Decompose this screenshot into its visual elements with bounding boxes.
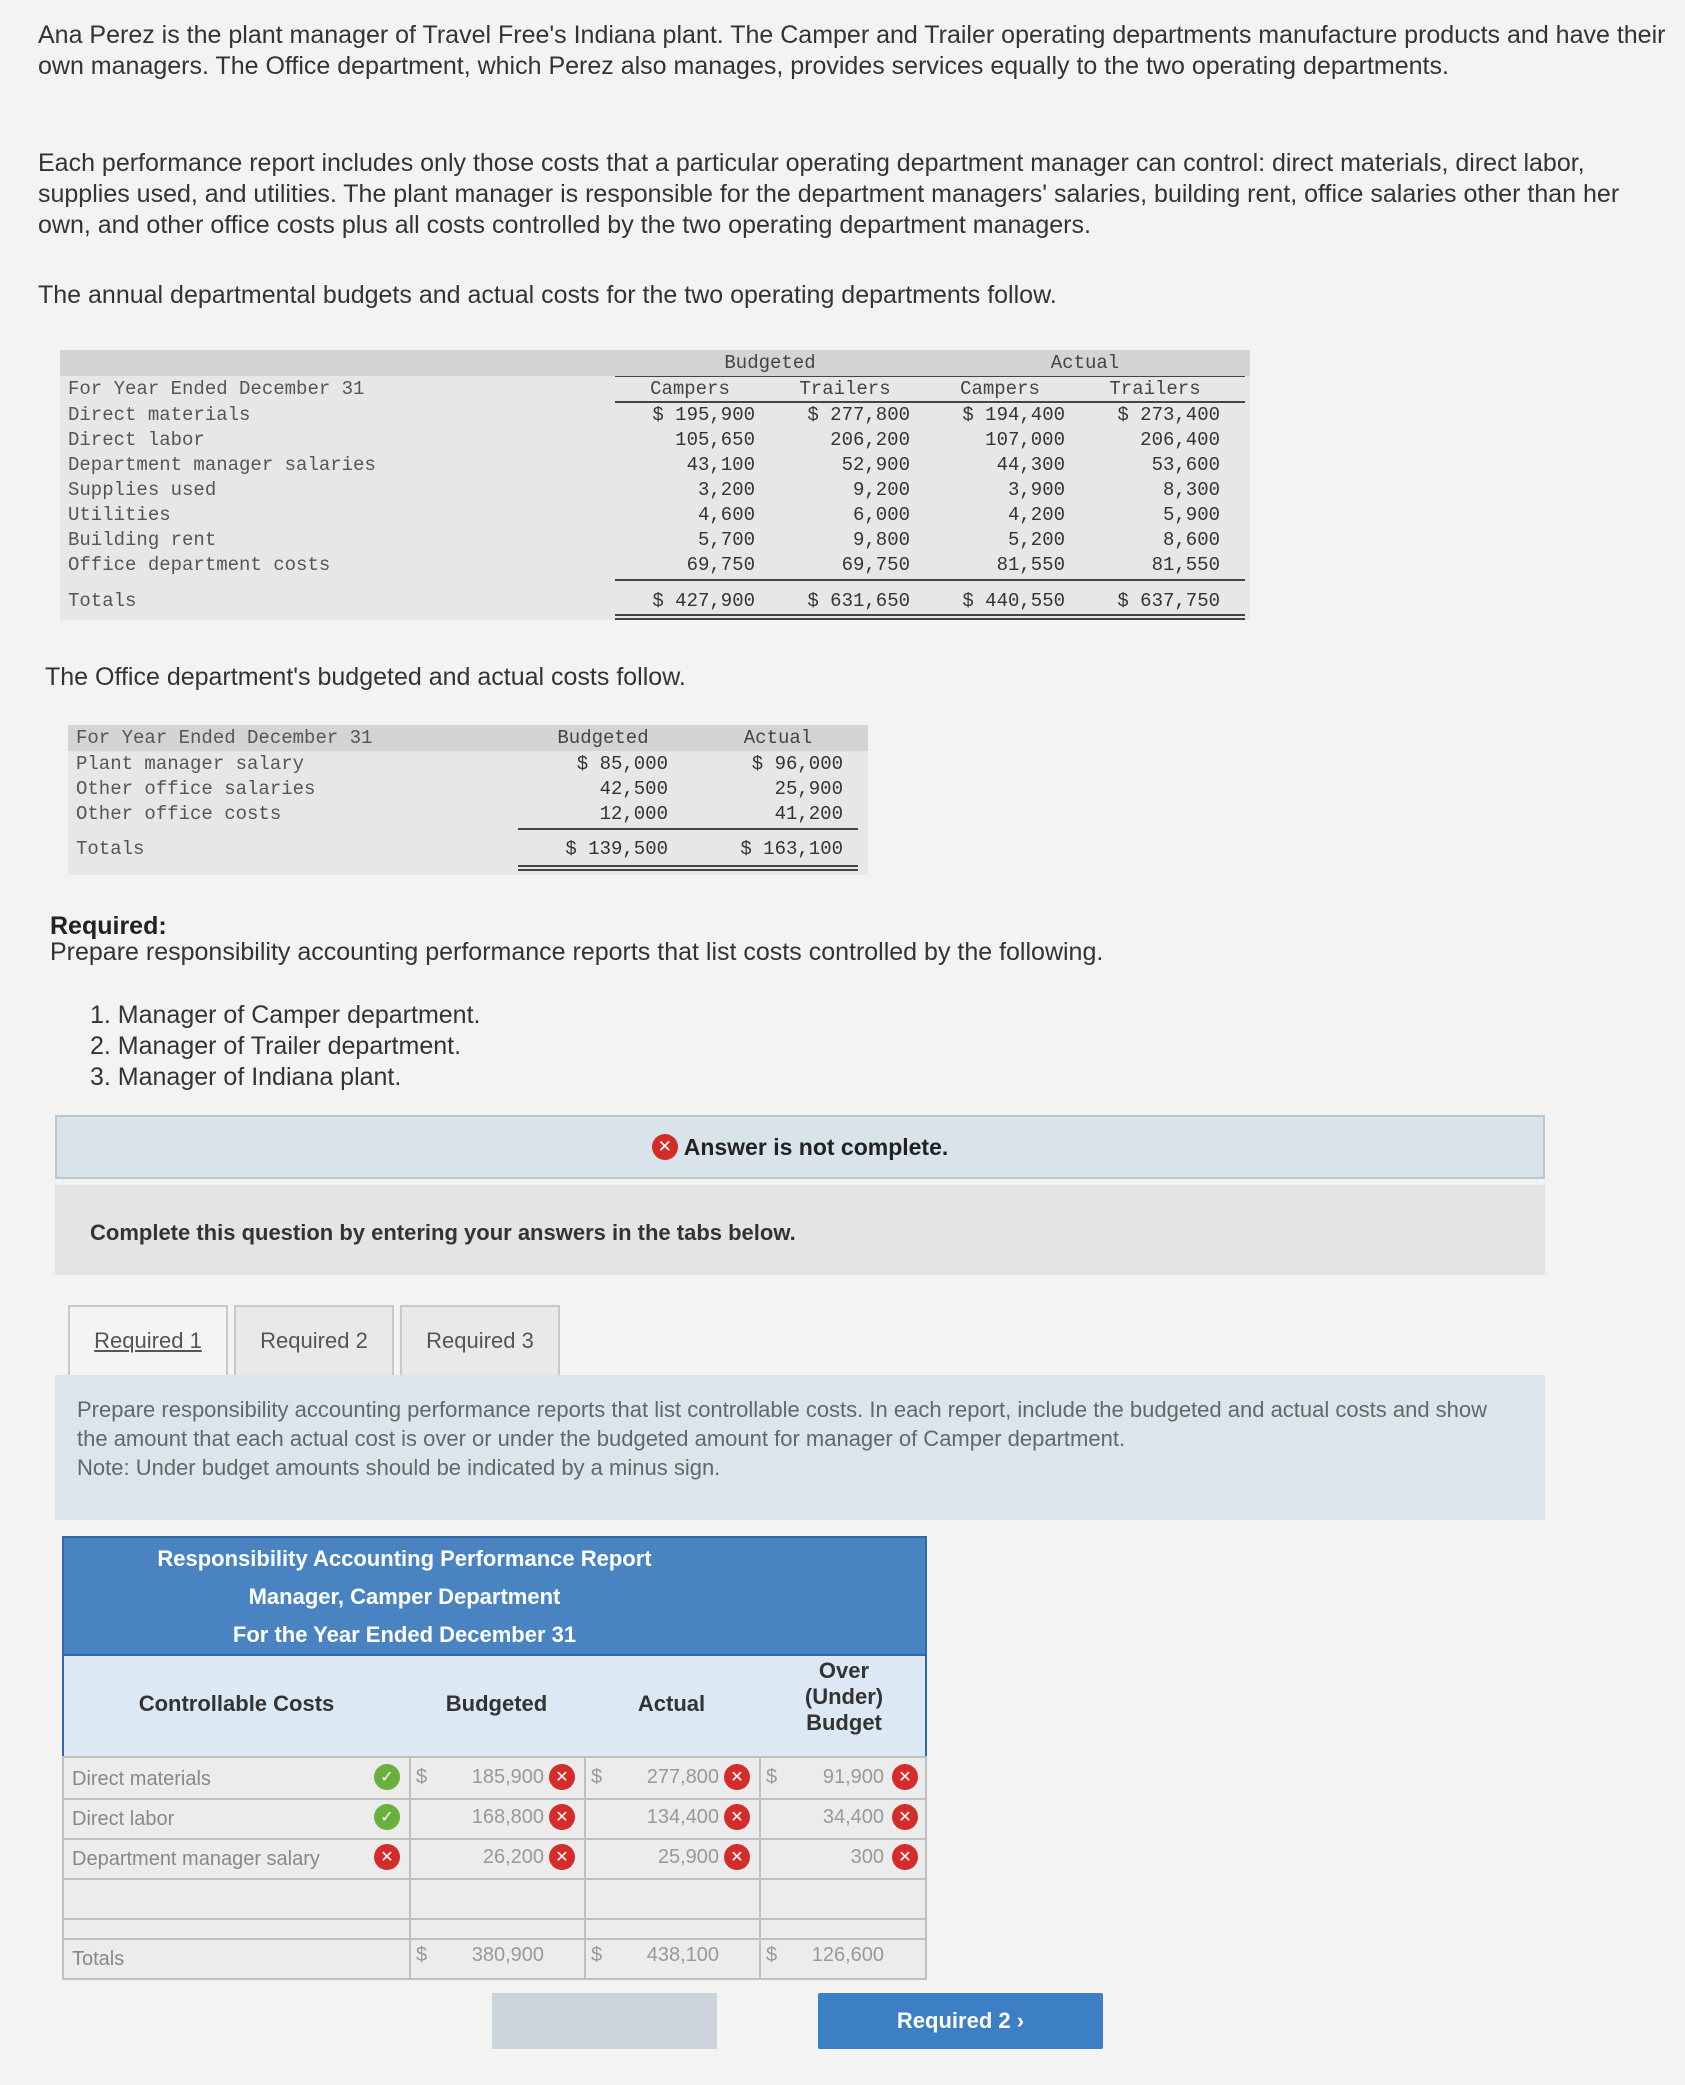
total-cell: $ 427,900 <box>652 590 755 612</box>
row-label: Supplies used <box>68 479 217 501</box>
total-cell: $ 637,750 <box>1117 590 1220 612</box>
office-intro: The Office department's budgeted and actual costs follow. <box>45 663 686 691</box>
row-label: Plant manager salary <box>76 753 305 775</box>
list-item: 3. Manager of Indiana plant. <box>90 1063 402 1091</box>
row-label: Other office salaries <box>76 778 316 800</box>
total-cell: $ 440,550 <box>962 590 1065 612</box>
row-label: Utilities <box>68 504 171 526</box>
cell: 53,600 <box>1151 454 1220 476</box>
row-label: Office department costs <box>68 554 331 576</box>
error-icon: ✕ <box>892 1764 918 1790</box>
col-budgeted: Budgeted <box>557 727 649 749</box>
intro-paragraph-1: Ana Perez is the plant manager of Travel Free's Indiana plant. The Camper and Trailer operating departments manufacture products and have their own managers. The Office department, which Perez also manages, provides services equally to the two operating departments. <box>38 21 1666 80</box>
budgeted-input[interactable]: 168,800 <box>471 1806 544 1828</box>
col-actual: Actual <box>743 727 813 749</box>
list-item: 1. Manager of Camper department. <box>90 1001 481 1029</box>
error-icon: ✕ <box>892 1844 918 1870</box>
budgeted-input[interactable]: 26,200 <box>482 1846 544 1868</box>
error-icon: ✕ <box>549 1844 575 1870</box>
previous-button[interactable] <box>492 1993 717 2049</box>
error-icon: ✕ <box>724 1804 750 1830</box>
row-label: Direct materials <box>68 404 251 426</box>
intro-paragraph-3: The annual departmental budgets and actual costs for the two operating departments follow. <box>38 281 1057 309</box>
header-actual: Actual <box>637 1691 706 1716</box>
error-icon: ✕ <box>374 1844 400 1870</box>
cell: 6,000 <box>852 504 910 526</box>
row-label: Department manager salaries <box>68 454 376 476</box>
cell: 105,650 <box>675 429 755 451</box>
next-required-2-button[interactable]: Required 2 › <box>818 1993 1103 2049</box>
actual-group-header: Actual <box>1050 352 1120 374</box>
department-budget-table <box>60 350 1250 620</box>
currency-symbol: $ <box>766 1944 778 1966</box>
row-label: Other office costs <box>76 803 282 825</box>
cell: 12,000 <box>599 803 668 825</box>
cell: 4,600 <box>697 504 755 526</box>
header-budgeted: Budgeted <box>445 1691 548 1716</box>
report-subtitle: Manager, Camper Department <box>248 1584 561 1609</box>
cell: 9,200 <box>852 479 910 501</box>
cell: 8,300 <box>1162 479 1220 501</box>
cell: 43,100 <box>686 454 755 476</box>
col-campers-budgeted: Campers <box>650 378 730 400</box>
cell: $ 195,900 <box>652 404 755 426</box>
required-list <box>90 1000 480 1093</box>
instruction-text: Prepare responsibility accounting performance reports that list controllable costs. In each report, include the budgeted and actual costs and show the amount that each actual cost is over or under the budgeted amount for manager of Camper department. <box>77 1397 1488 1451</box>
col-campers-actual: Campers <box>960 378 1040 400</box>
office-budget-table <box>68 725 868 875</box>
total-cell: $ 139,500 <box>565 838 668 860</box>
instructions-panel <box>55 1185 1545 1275</box>
header-controllable-costs: Controllable Costs <box>138 1691 335 1716</box>
cell: 3,900 <box>1007 479 1065 501</box>
intro-paragraph-2: Each performance report includes only those costs that a particular operating department manager can control: direct materials, direct labor, supplies used, and utilities. The plant manager is responsible for the department managers' salaries, building rent, office salaries other than her own, and other office costs plus all costs controlled by the two operating department managers. <box>38 149 1620 239</box>
cell: $ 273,400 <box>1117 404 1220 426</box>
report-header-row <box>62 1656 927 1756</box>
cell: $ 194,400 <box>962 404 1065 426</box>
error-icon: ✕ <box>652 1134 678 1160</box>
cell: 206,400 <box>1140 429 1220 451</box>
period-label: For Year Ended December 31 <box>68 378 365 400</box>
report-period: For the Year Ended December 31 <box>232 1622 577 1647</box>
total-cell: $ 163,100 <box>740 838 843 860</box>
cell: 5,700 <box>697 529 755 551</box>
cell: 25,900 <box>774 778 843 800</box>
currency-symbol: $ <box>416 1766 428 1788</box>
list-item: 2. Manager of Trailer department. <box>90 1032 462 1060</box>
cell: 69,750 <box>841 554 910 576</box>
performance-report <box>62 1536 927 1980</box>
complete-instruction: Complete this question by entering your answers in the tabs below. <box>90 1220 796 1245</box>
instruction-note: Note: Under budget amounts should be indicated by a minus sign. <box>77 1455 721 1480</box>
actual-input[interactable]: 134,400 <box>646 1806 719 1828</box>
totals-label: Totals <box>72 1948 125 1970</box>
currency-symbol: $ <box>591 1766 603 1788</box>
cell: $ 277,800 <box>807 404 910 426</box>
cell: 9,800 <box>852 529 910 551</box>
row-label: Direct labor <box>68 429 205 451</box>
error-icon: ✕ <box>724 1844 750 1870</box>
row-label-direct-labor: Direct labor <box>72 1808 175 1830</box>
budgeted-group-header: Budgeted <box>724 352 816 374</box>
check-icon: ✓ <box>374 1764 400 1790</box>
row-label-direct-materials: Direct materials <box>72 1768 211 1790</box>
total-cell: $ 631,650 <box>807 590 910 612</box>
cell: 81,550 <box>1151 554 1220 576</box>
cell: $ 96,000 <box>751 753 843 775</box>
tab-instructions <box>55 1375 1545 1520</box>
cell: 107,000 <box>985 429 1065 451</box>
cell: 4,200 <box>1007 504 1065 526</box>
cell: $ 85,000 <box>576 753 668 775</box>
cell: 69,750 <box>686 554 755 576</box>
error-icon: ✕ <box>892 1804 918 1830</box>
currency-symbol: $ <box>591 1944 603 1966</box>
over-under-input[interactable]: 34,400 <box>822 1806 884 1828</box>
totals-label: Totals <box>76 838 145 860</box>
report-title-box <box>62 1536 927 1656</box>
cell: 5,200 <box>1007 529 1065 551</box>
check-icon: ✓ <box>374 1804 400 1830</box>
over-under-input[interactable]: 300 <box>850 1846 884 1868</box>
cell: 41,200 <box>774 803 843 825</box>
cell: 42,500 <box>599 778 668 800</box>
over-under-input[interactable]: 91,900 <box>822 1766 884 1788</box>
tab-bar <box>68 1305 566 1375</box>
required-title: Required: <box>50 912 167 940</box>
cell: 44,300 <box>996 454 1065 476</box>
col-trailers-budgeted: Trailers <box>799 378 891 400</box>
error-icon: ✕ <box>549 1764 575 1790</box>
header-under: (Under) <box>804 1684 884 1709</box>
tab-required-3[interactable]: Required 3 <box>400 1305 560 1375</box>
col-trailers-actual: Trailers <box>1109 378 1201 400</box>
row-label-department-manager-salary: Department manager salary <box>72 1848 320 1870</box>
budgeted-input[interactable]: 185,900 <box>471 1766 544 1788</box>
tab-required-1[interactable]: Required 1 <box>68 1305 228 1375</box>
required-text: Prepare responsibility accounting performance reports that list costs controlled by the following. <box>50 938 1104 966</box>
header-over: Over <box>818 1658 870 1683</box>
tab-required-2[interactable]: Required 2 <box>234 1305 394 1375</box>
total-budgeted: 380,900 <box>471 1944 544 1966</box>
report-body <box>62 1756 927 1980</box>
header-budget: Budget <box>806 1710 882 1735</box>
cell: 3,200 <box>697 479 755 501</box>
error-icon: ✕ <box>724 1764 750 1790</box>
error-icon: ✕ <box>549 1804 575 1830</box>
totals-label: Totals <box>68 590 137 612</box>
report-title: Responsibility Accounting Performance Report <box>157 1546 652 1571</box>
cell: 5,900 <box>1162 504 1220 526</box>
actual-input[interactable]: 25,900 <box>657 1846 719 1868</box>
period-label: For Year Ended December 31 <box>76 727 373 749</box>
currency-symbol: $ <box>416 1944 428 1966</box>
answer-status-text: Answer is not complete. <box>683 1133 949 1160</box>
actual-input[interactable]: 277,800 <box>646 1766 719 1788</box>
cell: 8,600 <box>1162 529 1220 551</box>
cell: 206,200 <box>830 429 910 451</box>
row-label: Building rent <box>68 529 217 551</box>
answer-status-banner <box>55 1115 1545 1179</box>
total-over-under: 126,600 <box>811 1944 884 1966</box>
cell: 52,900 <box>841 454 910 476</box>
cell: 81,550 <box>996 554 1065 576</box>
currency-symbol: $ <box>766 1766 778 1788</box>
total-actual: 438,100 <box>646 1944 719 1966</box>
